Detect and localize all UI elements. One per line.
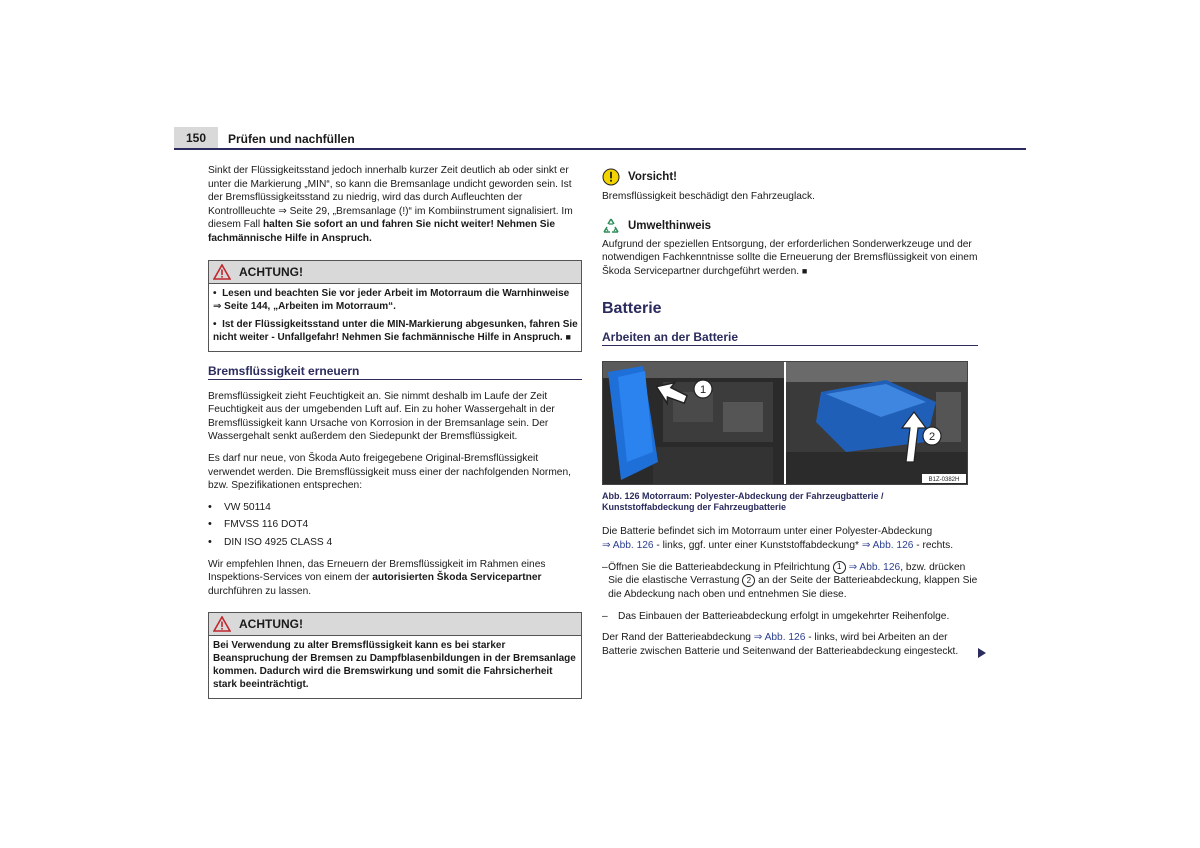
bullet-icon: • <box>213 287 217 299</box>
bullet-icon: • <box>208 518 212 531</box>
body-paragraph: Bremsflüssigkeit zieht Feuchtigkeit an. Sie nimmt deshalb im Laufe der Zeit Feuchtigkeit aus der umgebenden Luft auf. Ein zu hoher Wassergehalt in der Bremsflüssigkeit kann Ursache von Korrosion in der Bremsanlage sein. Der Wassergehalt senkt außerdem den Siedepunkt der Bremsflüssigkeit. <box>208 390 555 443</box>
list-item: • VW 50114 <box>208 500 271 513</box>
page-number: 150 <box>174 127 218 149</box>
engine-bay-right-image <box>786 362 967 484</box>
callout-2-icon: 2 <box>742 574 755 587</box>
dash-marker: – <box>602 610 608 622</box>
dash-marker: – <box>602 561 608 573</box>
body-paragraph: Es darf nur neue, von Škoda Auto freigegebene Original-Bremsflüssigkeit verwendet werden. Die Bremsflüssigkeit muss einer der nachfolgenden Normen, bzw. Spezifikationen entsprechen: <box>208 452 571 492</box>
warning-header <box>209 613 581 636</box>
intro-paragraph: Sinkt der Flüssigkeitsstand jedoch innerhalb kurzer Zeit deutlich ab oder sinkt er unter die Markierung „MIN“, so kann die Bremsanlage undicht geworden sein. Ist der Bremsflüssigkeitsstand zu niedrig, wird das durch Aufleuchten der Kontrollleuchte ⇒ Seite 29, „Bremsanlage (!)“ im Kombiinstrument signalisiert. Im diesem Fall halten Sie sofort an und fahren Sie nicht weiter! Nehmen Sie fachmännische Hilfe in Anspruch. <box>208 165 573 244</box>
callout-1-icon: 1 <box>833 561 846 574</box>
warning-bullet: • Ist der Flüssigkeitsstand unter die MIN-Markierung abgesunken, fahren Sie nicht weiter - Unfallgefahr! Nehmen Sie fachmännische Hilfe in Anspruch. ■ <box>213 318 578 343</box>
section-title: Bremsflüssigkeit erneuern <box>208 364 582 380</box>
caution-header <box>602 168 978 186</box>
engine-bay-left-image <box>603 362 784 484</box>
header-divider <box>174 148 1026 150</box>
warning-box <box>208 612 582 699</box>
warning-header <box>209 261 581 284</box>
section-title: Arbeiten an der Batterie <box>602 330 978 346</box>
page-header-title: Prüfen und nachfüllen <box>228 132 355 146</box>
figure-link[interactable]: ⇒ Abb. 126 <box>848 561 901 573</box>
bullet-icon: • <box>213 318 217 330</box>
caution-text: Bremsflüssigkeit beschädigt den Fahrzeuglack. <box>602 191 815 202</box>
end-marker-icon: ■ <box>565 331 571 342</box>
environment-header <box>602 218 978 234</box>
environment-title: Umwelthinweis <box>628 219 712 232</box>
right-column <box>602 168 978 667</box>
brake-warning-symbol: (!) <box>398 205 409 217</box>
recycling-icon <box>602 218 620 234</box>
warning-body <box>209 636 581 698</box>
figure-code: B1Z-0382H <box>928 477 960 484</box>
instruction-step: – Das Einbauen der Batterieabdeckung erfolgt in umgekehrter Reihenfolge. <box>602 610 950 622</box>
end-marker-icon: ■ <box>801 265 808 276</box>
figure-link[interactable]: ⇒ Abb. 126 <box>602 539 654 551</box>
instruction-step: – Öffnen Sie die Batterieabdeckung in Pfeilrichtung 1 ⇒ Abb. 126, bzw. drücken Sie die elastische Verrastung 2 an der Seite der Batterieabdeckung, klappen Sie die Abdeckung nach oben und entnehmen Sie diese. <box>602 561 978 601</box>
warning-bullet: • Lesen und beachten Sie vor jeder Arbeit im Motorraum die Warnhinweise ⇒ Seite 144, „Arbeiten im Motorraum“. <box>213 287 570 312</box>
left-column <box>208 164 582 711</box>
figure-left-panel <box>603 362 786 484</box>
figure-right-panel <box>786 362 967 484</box>
environment-text: Aufgrund der speziellen Entsorgung, der erforderlichen Sonderwerkzeuge und der notwendigen Fachkenntnisse sollte die Erneuerung der Bremsflüssigkeit von einem Škoda Servicepartner durchgeführt werden. ■ <box>602 238 978 277</box>
norms-list <box>208 501 582 550</box>
warning-title: ACHTUNG! <box>239 617 303 632</box>
list-item: • FMVSS 116 DOT4 <box>208 518 309 531</box>
caution-title: Vorsicht! <box>628 171 677 183</box>
warning-triangle-icon <box>213 616 231 632</box>
bullet-icon: • <box>208 500 212 513</box>
warning-text: Bei Verwendung zu alter Bremsflüssigkeit kann es bei starker Beanspruchung der Bremsen zu Dampfblasenbildungen in der Bremsanlage kommen. Dadurch wird die Bremswirkung und somit die Fahrsicherheit stark beeinträchtigt. <box>213 640 576 691</box>
exclamation-circle-icon <box>602 168 620 186</box>
figure-link[interactable]: ⇒ Abb. 126 <box>753 632 806 644</box>
chapter-title: Batterie <box>602 300 662 318</box>
body-paragraph: Wir empfehlen Ihnen, das Erneuern der Bremsflüssigkeit im Rahmen eines Inspektions-Services von einem der autorisierten Škoda Servicepartner durchführen zu lassen. <box>208 558 546 597</box>
warning-box <box>208 260 582 352</box>
figure-link[interactable]: ⇒ Abb. 126 <box>861 539 914 551</box>
battery-figure <box>602 361 968 485</box>
warning-body <box>209 284 581 351</box>
body-paragraph: Der Rand der Batterieabdeckung ⇒ Abb. 126 - links, wird bei Arbeiten an der Batterie zwischen Batterie und Seitenwand der Batterieabdeckung eingesteckt. <box>602 632 959 657</box>
figure-caption: Abb. 126 Motorraum: Polyester-Abdeckung der Fahrzeugbatterie / Kunststoffabdeckung der Fahrzeugbatterie <box>602 491 884 513</box>
warning-triangle-icon <box>213 264 231 280</box>
list-item: • DIN ISO 4925 CLASS 4 <box>208 535 333 548</box>
bullet-icon: • <box>208 535 212 548</box>
figure-label-1: 1 <box>699 384 707 397</box>
continue-arrow-icon <box>977 647 987 659</box>
figure-label-2: 2 <box>928 431 936 444</box>
body-paragraph: Die Batterie befindet sich im Motorraum unter einer Polyester-Abdeckung ⇒ Abb. 126 - links, ggf. unter einer Kunststoffabdeckung* ⇒ Abb. 126 - rechts. <box>602 526 954 551</box>
page-reference: ⇒ Seite 29, „Bremsanlage <box>278 205 399 217</box>
warning-title: ACHTUNG! <box>239 264 303 279</box>
